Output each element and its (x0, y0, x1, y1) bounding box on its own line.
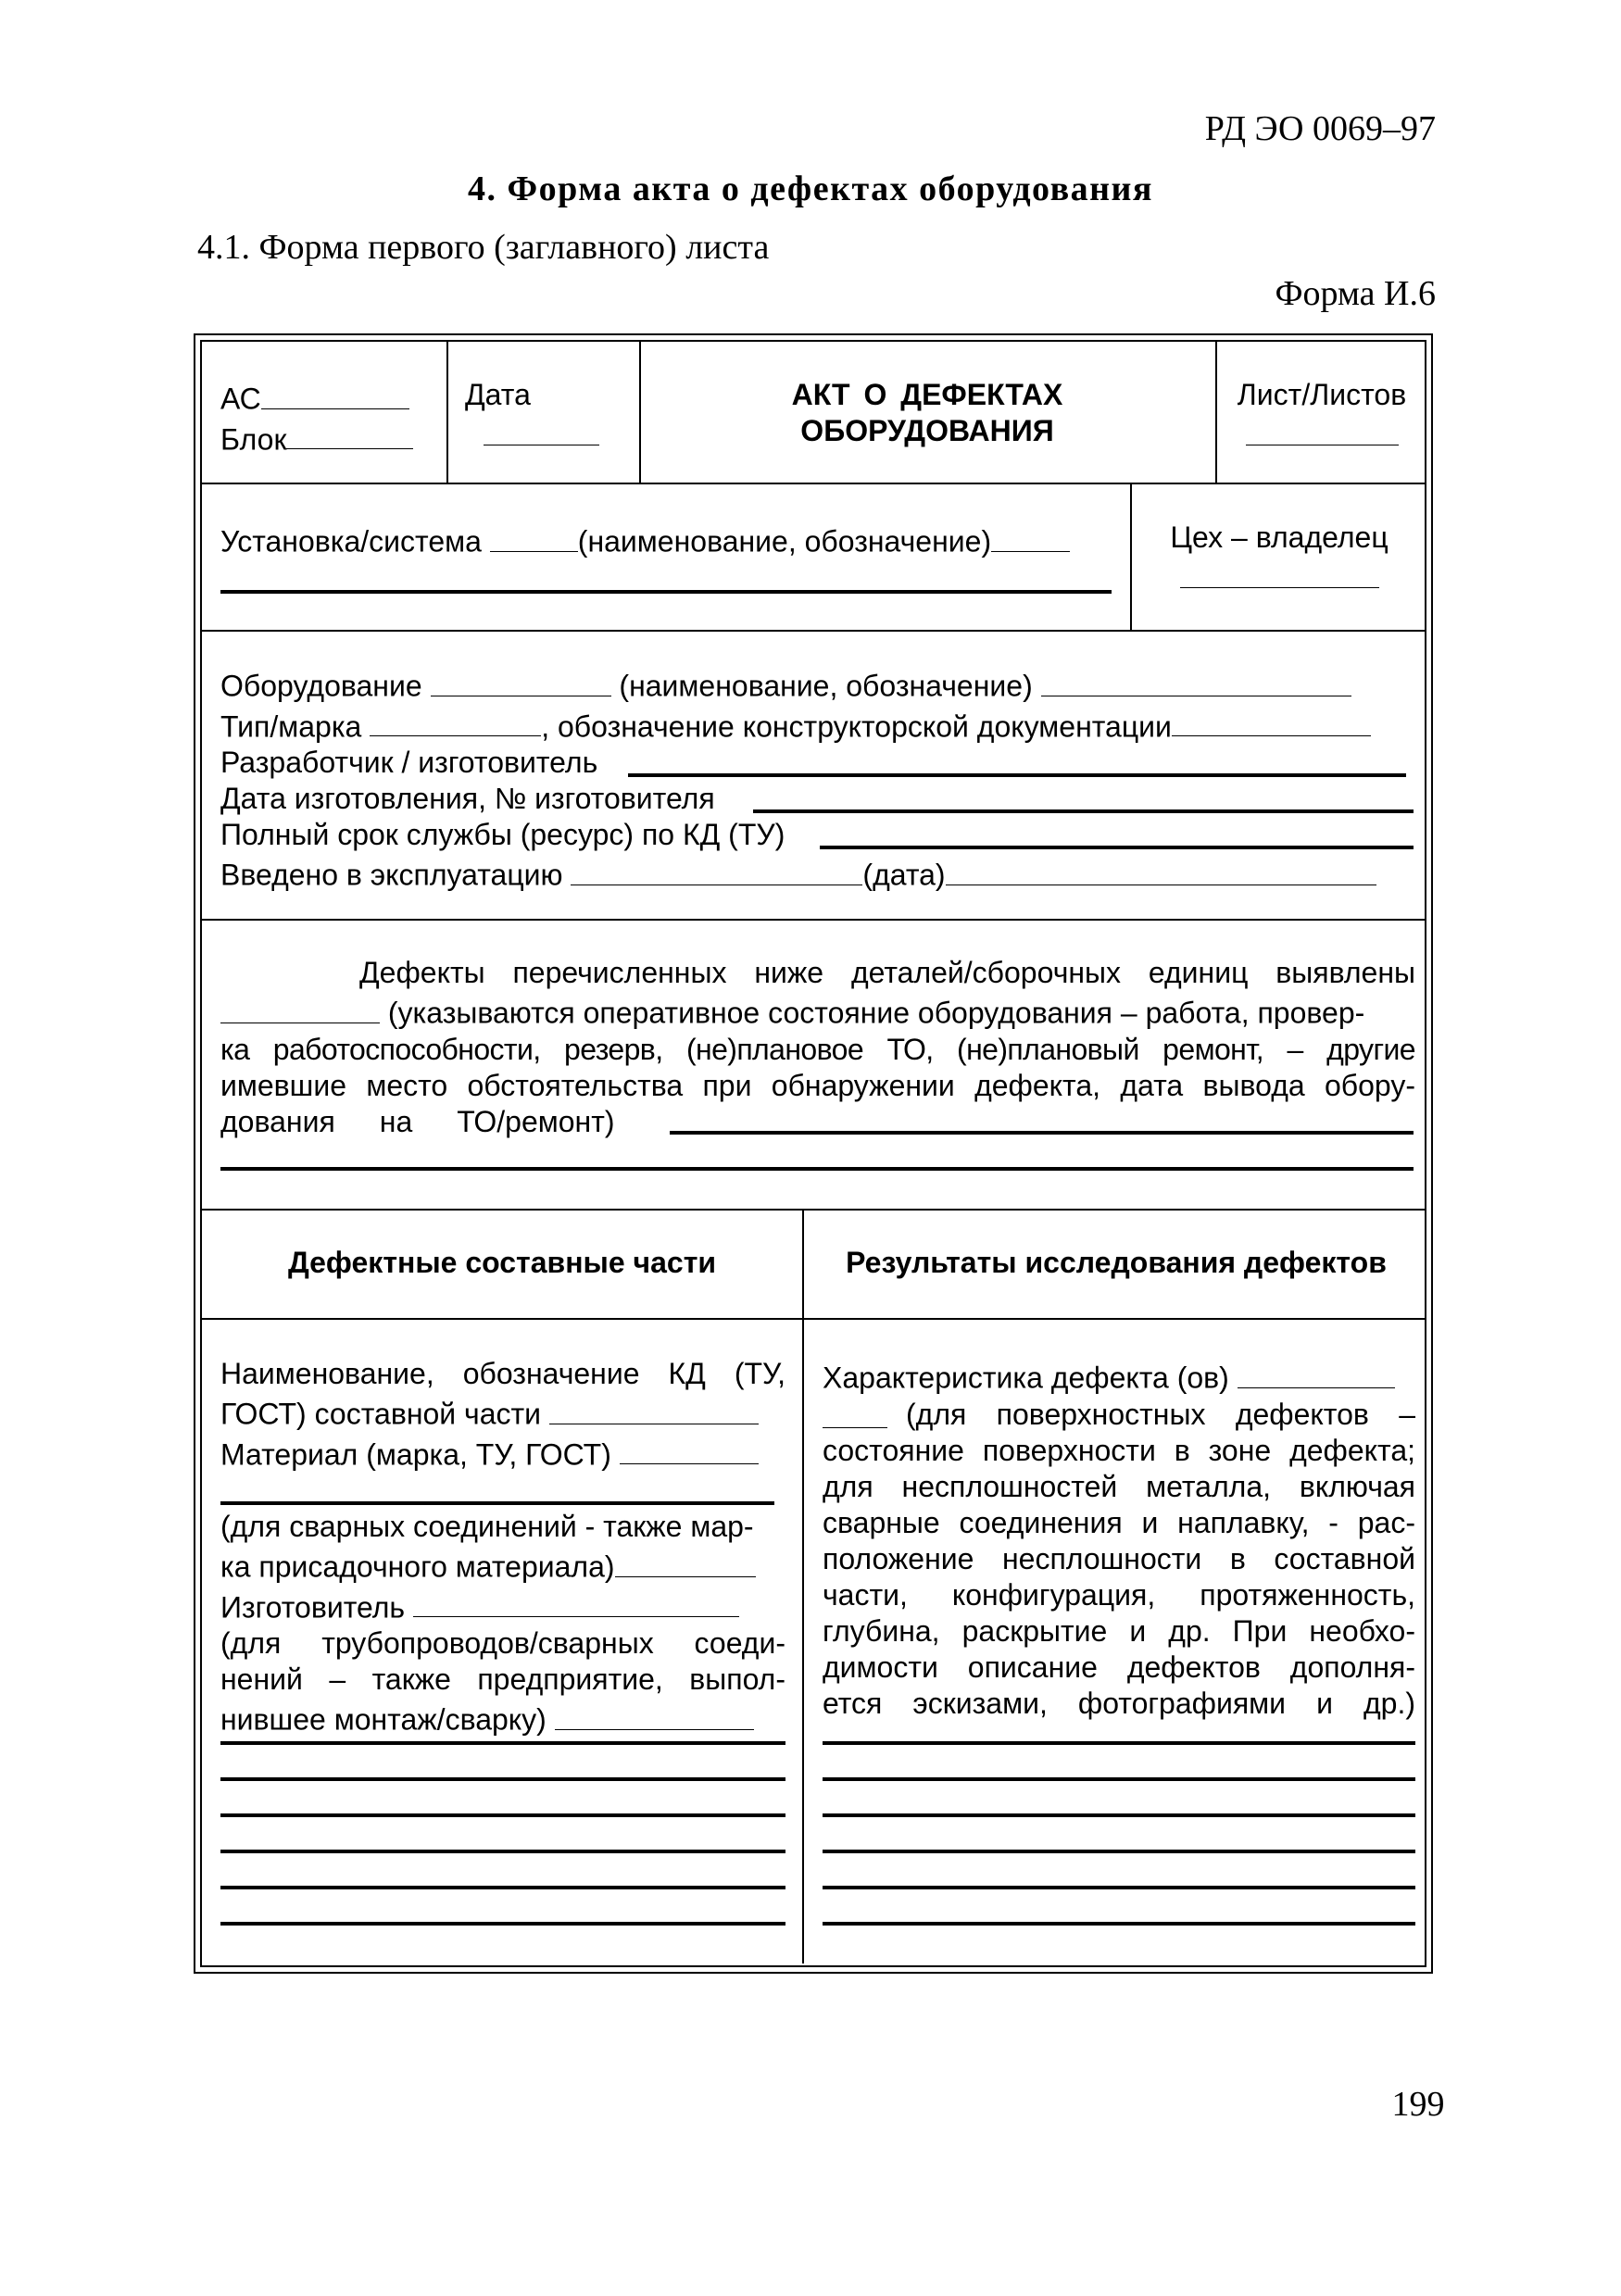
equipment-label: Оборудование (220, 669, 422, 703)
defects-line-tail[interactable] (670, 1131, 1414, 1135)
commissioned-field[interactable] (571, 853, 862, 885)
left-line-3: Материал (марка, ТУ, ГОСТ) (220, 1437, 611, 1472)
left-line-5: ка присадочного материала) (220, 1549, 615, 1584)
left-line-7: (для трубопроводов/сварных соеди- (220, 1626, 785, 1661)
right-fill-line[interactable] (823, 1741, 1415, 1745)
form-subtitle: 4.1. Форма первого (заглавного) листа (197, 228, 770, 267)
manufacture-line[interactable] (753, 809, 1414, 813)
defects-line-3: ка работоспособности, резерв, (не)плановое ТО, (не)плановый ремонт, – другие (220, 1032, 1415, 1066)
detected-field[interactable] (220, 991, 380, 1023)
defects-line-4: имевшие место обстоятельства при обнаружении дефекта, дата вывода обору- (220, 1068, 1415, 1102)
commissioned-hint: (дата) (862, 858, 946, 892)
as-field[interactable] (261, 377, 409, 409)
form-title: 4. Форма акта о дефектах оборудования (468, 169, 1153, 208)
document-code: РД ЭО 0069–97 (1204, 109, 1436, 148)
right-line-4: для несплошностей металла, включая (823, 1469, 1415, 1503)
left-fill-line[interactable] (220, 1922, 785, 1926)
right-column-header: Результаты исследования дефектов (846, 1246, 1387, 1279)
sheets-cell (1215, 377, 1428, 454)
act-title-line2: ОБОРУДОВАНИЯ (800, 414, 1054, 447)
defects-line-5c: ТО/ремонт) (457, 1104, 615, 1138)
left-line-4: (для сварных соединений - также мар- (220, 1510, 754, 1544)
commissioned-label: Введено в эксплуатацию (220, 858, 563, 892)
material-field[interactable] (620, 1433, 759, 1465)
right-fill-line[interactable] (823, 1850, 1415, 1853)
installation-cell (220, 520, 1119, 560)
commissioned-date-field[interactable] (946, 853, 1376, 885)
service-life-label: Полный срок службы (ресурс) по КД (ТУ) (220, 818, 785, 852)
right-fill-line[interactable] (823, 1886, 1415, 1889)
defect-act-form (194, 333, 1433, 1974)
row-separator-5 (202, 1318, 1425, 1320)
defect-characteristic-field-2[interactable] (823, 1397, 887, 1429)
design-doc-label: , обозначение конструкторской документации (541, 709, 1172, 744)
act-title-cell (639, 377, 1215, 449)
type-field[interactable] (370, 705, 541, 737)
right-fill-line[interactable] (823, 1922, 1415, 1926)
row-separator-3 (202, 919, 1425, 921)
type-label: Тип/марка (220, 709, 362, 744)
left-line-1: Наименование, обозначение КД (ТУ, (220, 1357, 785, 1390)
defects-extra-line[interactable] (220, 1167, 1414, 1171)
manufacture-label: Дата изготовления, № изготовителя (220, 782, 715, 816)
as-label: АС (220, 382, 261, 416)
col-separator-as-date (446, 342, 448, 483)
owner-label: Цех – владелец (1170, 521, 1389, 554)
defects-line-5a: дования (220, 1104, 335, 1138)
left-fill-line[interactable] (220, 1850, 785, 1853)
right-line-5: сварные соединения и наплавку, - рас- (823, 1505, 1415, 1539)
filler-material-field[interactable] (615, 1545, 756, 1577)
design-doc-field[interactable] (1172, 705, 1371, 737)
form-inner-frame (200, 340, 1426, 1967)
installer-field[interactable] (555, 1698, 754, 1730)
left-line-6: Изготовитель (220, 1590, 406, 1625)
left-line-2: ГОСТ) составной части (220, 1397, 542, 1431)
right-line-9: димости описание дефектов дополня- (823, 1650, 1415, 1684)
right-line-3: состояние поверхности в зоне дефекта; (823, 1433, 1415, 1467)
right-line-8: глубина, раскрытие и др. При необхо- (823, 1613, 1415, 1648)
defects-line-1: Дефекты перечисленных ниже деталей/сборочных единиц выявлены (359, 956, 1415, 989)
left-fill-line[interactable] (220, 1813, 785, 1817)
right-fill-line[interactable] (823, 1813, 1415, 1817)
row-separator-2 (202, 630, 1425, 632)
sheets-field[interactable] (1246, 413, 1399, 445)
left-fill-line[interactable] (220, 1886, 785, 1889)
date-label: Дата (465, 378, 531, 411)
right-line-10: ется эскизами, фотографиями и др.) (823, 1686, 1415, 1720)
row-separator-4 (202, 1209, 1425, 1211)
equipment-cell (220, 664, 1415, 894)
owner-cell (1130, 520, 1428, 596)
right-fill-line[interactable] (823, 1777, 1415, 1781)
installation-hint: (наименование, обозначение) (577, 524, 992, 558)
installation-label: Установка/система (220, 524, 482, 558)
sheets-label: Лист/Листов (1237, 378, 1407, 411)
block-label: Блок (220, 422, 287, 457)
page-number: 199 (1391, 2085, 1445, 2124)
col-separator-parts-results (802, 1209, 804, 1964)
left-line-9: нившее монтаж/сварку) (220, 1702, 547, 1737)
left-fill-line[interactable] (220, 1741, 785, 1745)
owner-field[interactable] (1180, 556, 1379, 588)
material-extra-line[interactable] (220, 1501, 774, 1505)
installation-line[interactable] (220, 590, 1112, 594)
equipment-field[interactable] (431, 664, 611, 696)
left-line-8: нений – также предприятие, выпол- (220, 1662, 785, 1697)
defects-line-2: (указываются оперативное состояние оборудования – работа, провер- (387, 996, 1365, 1030)
right-line-1: Характеристика дефекта (ов) (823, 1361, 1229, 1395)
form-id: Форма И.6 (1275, 274, 1436, 313)
right-line-6: положение несплошности в составной (823, 1541, 1415, 1575)
defects-line-5b: на (379, 1104, 413, 1138)
date-field[interactable] (484, 413, 599, 445)
block-field[interactable] (286, 418, 413, 450)
defect-characteristic-field[interactable] (1238, 1356, 1395, 1388)
installation-blank-tail (991, 520, 1070, 552)
equipment-designation-field[interactable] (1041, 664, 1351, 696)
defects-description-cell (220, 955, 1415, 1140)
service-life-line[interactable] (820, 846, 1414, 849)
left-column-header: Дефектные составные части (287, 1246, 717, 1279)
date-cell (465, 377, 632, 454)
manufacturer-field[interactable] (413, 1586, 739, 1618)
row-separator-1 (202, 483, 1425, 484)
right-line-2: (для поверхностных дефектов – (906, 1397, 1415, 1431)
part-name-field[interactable] (549, 1392, 759, 1424)
developer-label: Разработчик / изготовитель (220, 746, 598, 780)
developer-line[interactable] (628, 773, 1406, 777)
left-fill-line[interactable] (220, 1777, 785, 1781)
equipment-hint: (наименование, обозначение) (619, 669, 1033, 703)
right-line-7: части, конфигурация, протяженность, (823, 1577, 1415, 1612)
left-column-content (220, 1356, 785, 1738)
right-column-content (823, 1356, 1415, 1722)
act-title-line1: АКТ О ДЕФЕКТАХ (791, 378, 1063, 411)
as-block-cell (220, 377, 443, 458)
installation-field[interactable] (490, 520, 578, 552)
